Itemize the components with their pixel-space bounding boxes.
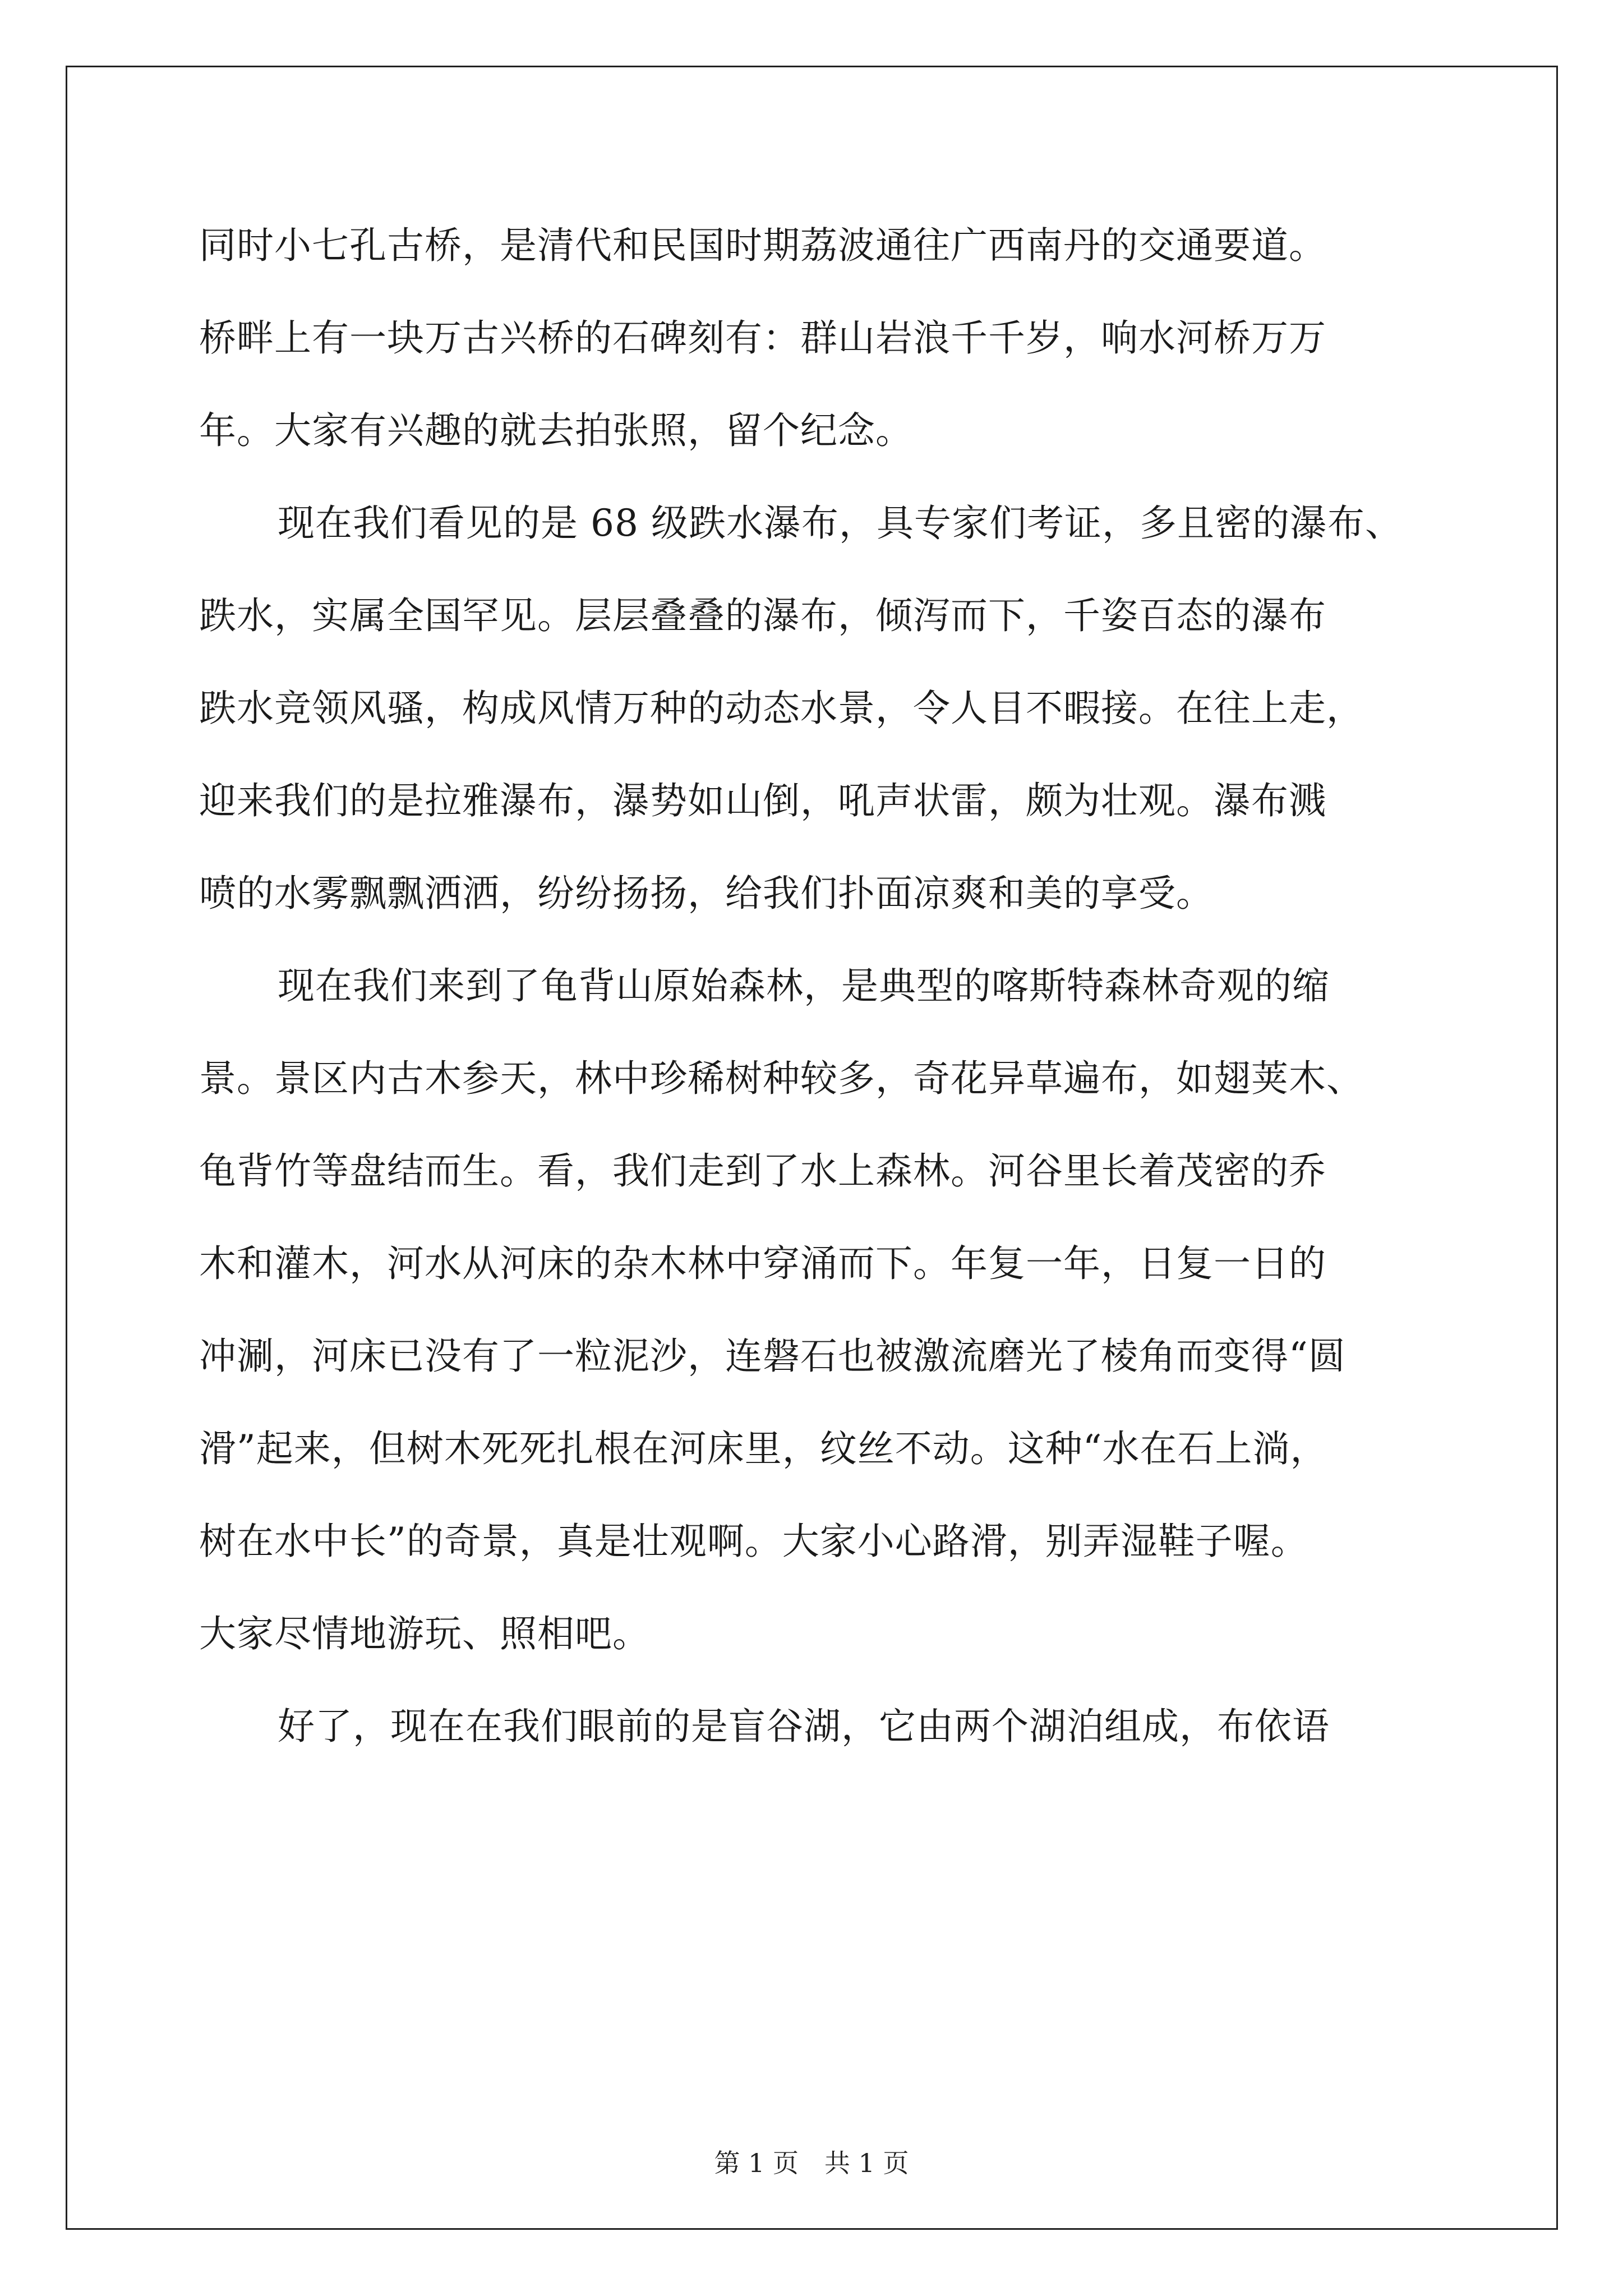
text-line: 木和灌木，河水从河床的杂木林中穿涌而下。年复一年，日复一日的: [199, 1242, 1326, 1285]
paragraph-start-line: 现在我们看见的是 68 级跌水瀑布，具专家们考证，多且密的瀑布、: [278, 501, 1403, 545]
text-line: 龟背竹等盘结而生。看，我们走到了水上森林。河谷里长着茂密的乔: [199, 1149, 1326, 1193]
paragraph-start-line: 现在我们来到了龟背山原始森林，是典型的喀斯特森林奇观的缩: [278, 964, 1330, 1007]
text-line: 同时小七孔古桥，是清代和民国时期荔波通往广西南丹的交通要道。: [199, 224, 1326, 267]
text-line: 冲涮，河床已没有了一粒泥沙，连磐石也被激流磨光了棱角而变得“圆: [199, 1335, 1346, 1378]
text-line: 迎来我们的是拉雅瀑布，瀑势如山倒，吼声状雷，颇为壮观。瀑布溅: [199, 779, 1326, 822]
text-line: 桥畔上有一块万古兴桥的石碑刻有：群山岩浪千千岁，响水河桥万万: [199, 316, 1326, 360]
text-line: 大家尽情地游玩、照相吧。: [199, 1612, 650, 1655]
text-line: 年。大家有兴趣的就去拍张照，留个纪念。: [199, 409, 913, 452]
text-line: 跌水，实属全国罕见。层层叠叠的瀑布，倾泻而下，千姿百态的瀑布: [199, 594, 1326, 637]
document-body: [199, 199, 1427, 1773]
page-number-footer: 第 1 页 共 1 页: [714, 2148, 909, 2178]
text-line: 喷的水雾飘飘洒洒，纷纷扬扬，给我们扑面凉爽和美的享受。: [199, 872, 1214, 915]
text-line: 树在水中长”的奇景，真是壮观啊。大家小心路滑，别弄湿鞋子喔。: [199, 1520, 1308, 1563]
text-line: 景。景区内古木参天，林中珍稀树种较多，奇花异草遍布，如翅荚木、: [199, 1057, 1364, 1100]
text-line: 跌水竞领风骚，构成风情万种的动态水景，令人目不暇接。在往上走，: [199, 687, 1364, 730]
paragraph-start-line: 好了，现在在我们眼前的是盲谷湖，它由两个湖泊组成，布依语: [278, 1705, 1330, 1748]
text-line: 滑”起来，但树木死死扎根在河床里，纹丝不动。这种“水在石上淌，: [199, 1427, 1328, 1470]
